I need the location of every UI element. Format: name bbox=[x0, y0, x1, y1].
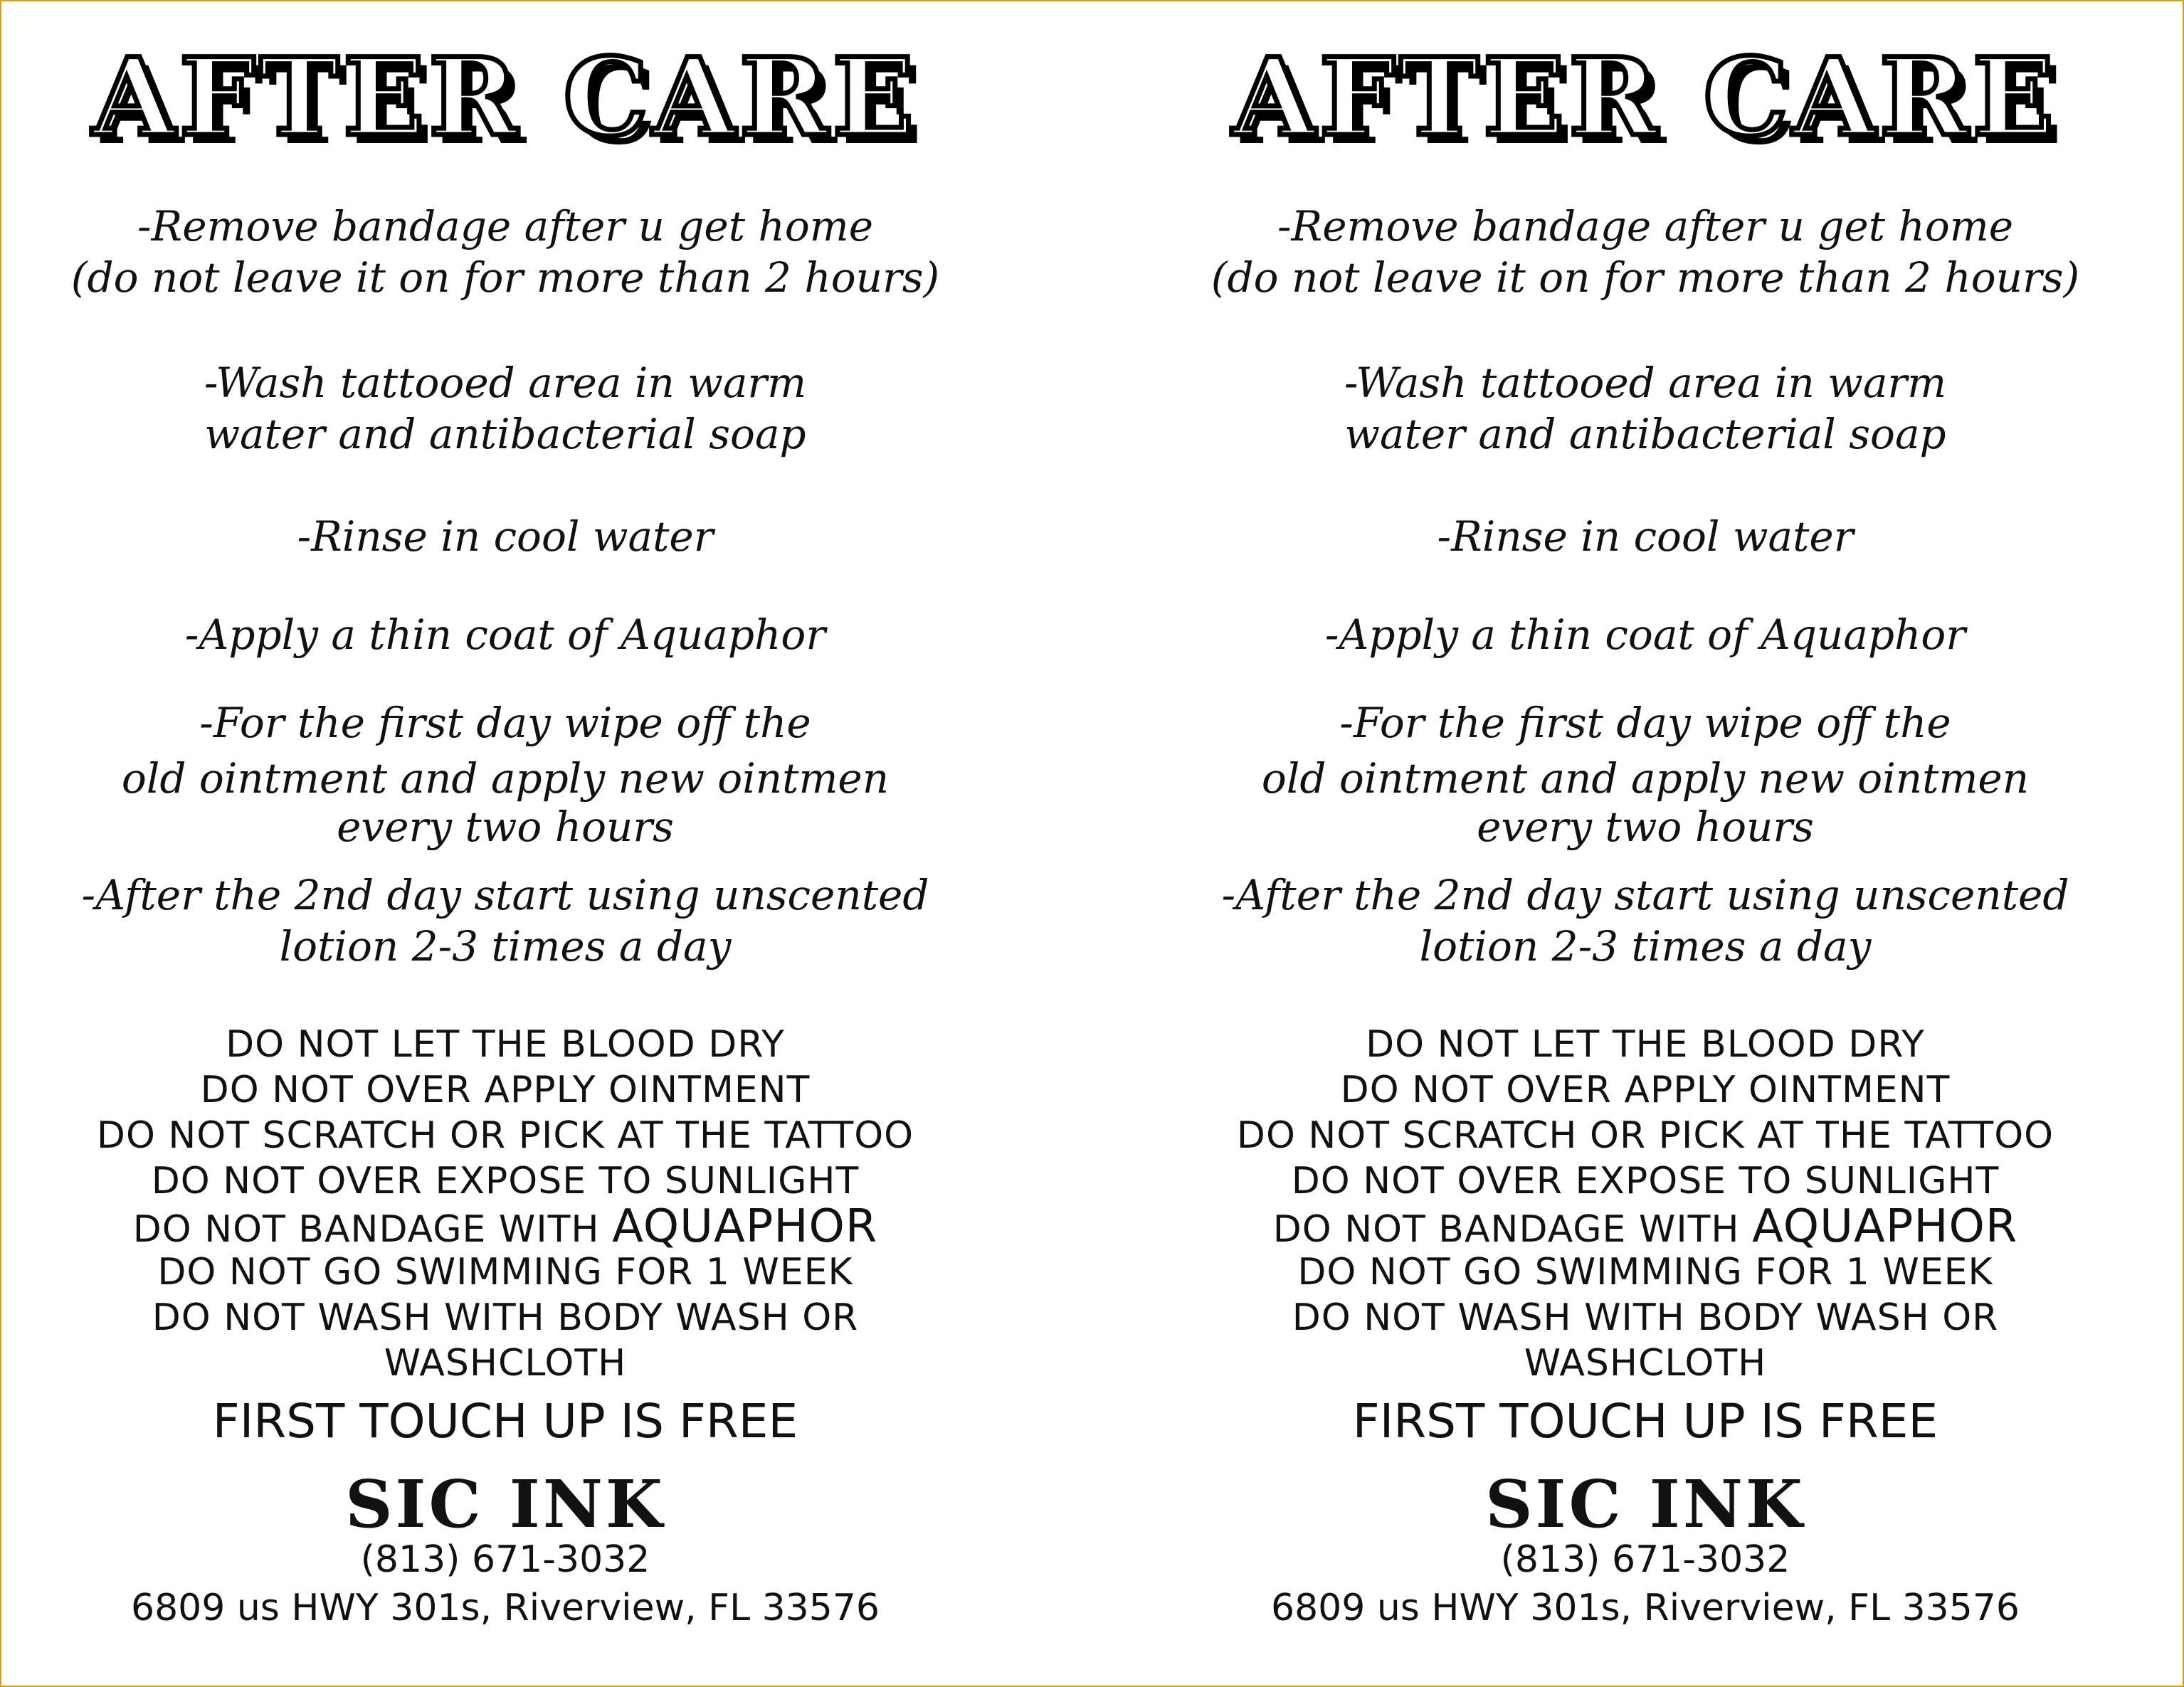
step-line: lotion 2-3 times a day bbox=[279, 922, 732, 971]
warning-line: DO NOT OVER EXPOSE TO SUNLIGHT bbox=[1291, 1160, 2000, 1202]
step-line: -Remove bandage after u get home bbox=[137, 202, 874, 250]
warning-line: DO NOT SCRATCH OR PICK AT THE TATTOO bbox=[96, 1114, 914, 1157]
warning-line: DO NOT LET THE BLOOD DRY bbox=[1366, 1023, 1925, 1066]
step-line: every two hours bbox=[337, 803, 674, 851]
step-line: -For the first day wipe off the bbox=[1339, 699, 1951, 747]
warning-line: DO NOT OVER EXPOSE TO SUNLIGHT bbox=[151, 1160, 860, 1202]
step-line: -Remove bandage after u get home bbox=[1277, 202, 2014, 250]
warning-line: DO NOT LET THE BLOOD DRY bbox=[226, 1023, 785, 1066]
step-line: -Apply a thin coat of Aquaphor bbox=[184, 610, 826, 659]
step-line: -Rinse in cool water bbox=[1437, 512, 1854, 561]
warning-line: DO NOT WASH WITH BODY WASH OR bbox=[152, 1296, 859, 1339]
warning-line: DO NOT GO SWIMMING FOR 1 WEEK bbox=[157, 1251, 853, 1294]
warning-line: DO NOT SCRATCH OR PICK AT THE TATTOO bbox=[1236, 1114, 2054, 1157]
warning-line: DO NOT OVER APPLY OINTMENT bbox=[200, 1069, 811, 1111]
step-line: -Apply a thin coat of Aquaphor bbox=[1324, 610, 1966, 659]
step-line: -Wash tattooed area in warm bbox=[1344, 359, 1947, 407]
step-line: old ointment and apply new ointmen bbox=[121, 754, 890, 803]
step-line: old ointment and apply new ointmen bbox=[1261, 754, 2030, 803]
aftercare-title: AFTER CARE bbox=[92, 35, 919, 160]
warning-line-bandage bbox=[1154, 1200, 2136, 1253]
aftercare-card-right bbox=[1154, 0, 2136, 1687]
warning-text: DO NOT BANDAGE WITH bbox=[132, 1208, 600, 1251]
touch-up-note: FIRST TOUCH UP IS FREE bbox=[212, 1394, 798, 1449]
step-line: -After the 2nd day start using unscented bbox=[1221, 871, 2069, 919]
warning-line: WASHCLOTH bbox=[1524, 1342, 1767, 1385]
warning-line: WASHCLOTH bbox=[384, 1342, 627, 1385]
shop-name: SIC INK bbox=[345, 1466, 665, 1543]
step-line: every two hours bbox=[1477, 803, 1814, 851]
shop-address: 6809 us HWY 301s, Riverview, FL 33576 bbox=[1270, 1587, 2020, 1629]
warning-line: DO NOT OVER APPLY OINTMENT bbox=[1340, 1069, 1951, 1111]
step-line: water and antibacterial soap bbox=[1344, 410, 1946, 458]
step-line: (do not leave it on for more than 2 hours) bbox=[70, 253, 940, 302]
shop-phone: (813) 671-3032 bbox=[360, 1538, 650, 1581]
aftercare-title: AFTER CARE bbox=[1232, 35, 2059, 160]
shop-phone: (813) 671-3032 bbox=[1500, 1538, 1790, 1581]
step-line: -Rinse in cool water bbox=[297, 512, 714, 561]
shop-name: SIC INK bbox=[1485, 1466, 1805, 1543]
warning-line: DO NOT GO SWIMMING FOR 1 WEEK bbox=[1297, 1251, 1993, 1294]
shop-address: 6809 us HWY 301s, Riverview, FL 33576 bbox=[130, 1587, 880, 1629]
aquaphor-emphasis: AQUAPHOR bbox=[1752, 1200, 2018, 1253]
warning-text: DO NOT BANDAGE WITH bbox=[1272, 1208, 1740, 1251]
warning-line: DO NOT WASH WITH BODY WASH OR bbox=[1292, 1296, 1999, 1339]
step-line: lotion 2-3 times a day bbox=[1419, 922, 1872, 971]
touch-up-note: FIRST TOUCH UP IS FREE bbox=[1352, 1394, 1938, 1449]
warning-line-bandage bbox=[14, 1200, 996, 1253]
aquaphor-emphasis: AQUAPHOR bbox=[612, 1200, 878, 1253]
aftercare-card-left bbox=[14, 0, 996, 1687]
step-line: (do not leave it on for more than 2 hours) bbox=[1210, 253, 2080, 302]
step-line: -Wash tattooed area in warm bbox=[204, 359, 807, 407]
step-line: -After the 2nd day start using unscented bbox=[81, 871, 929, 919]
step-line: -For the first day wipe off the bbox=[199, 699, 811, 747]
step-line: water and antibacterial soap bbox=[204, 410, 806, 458]
